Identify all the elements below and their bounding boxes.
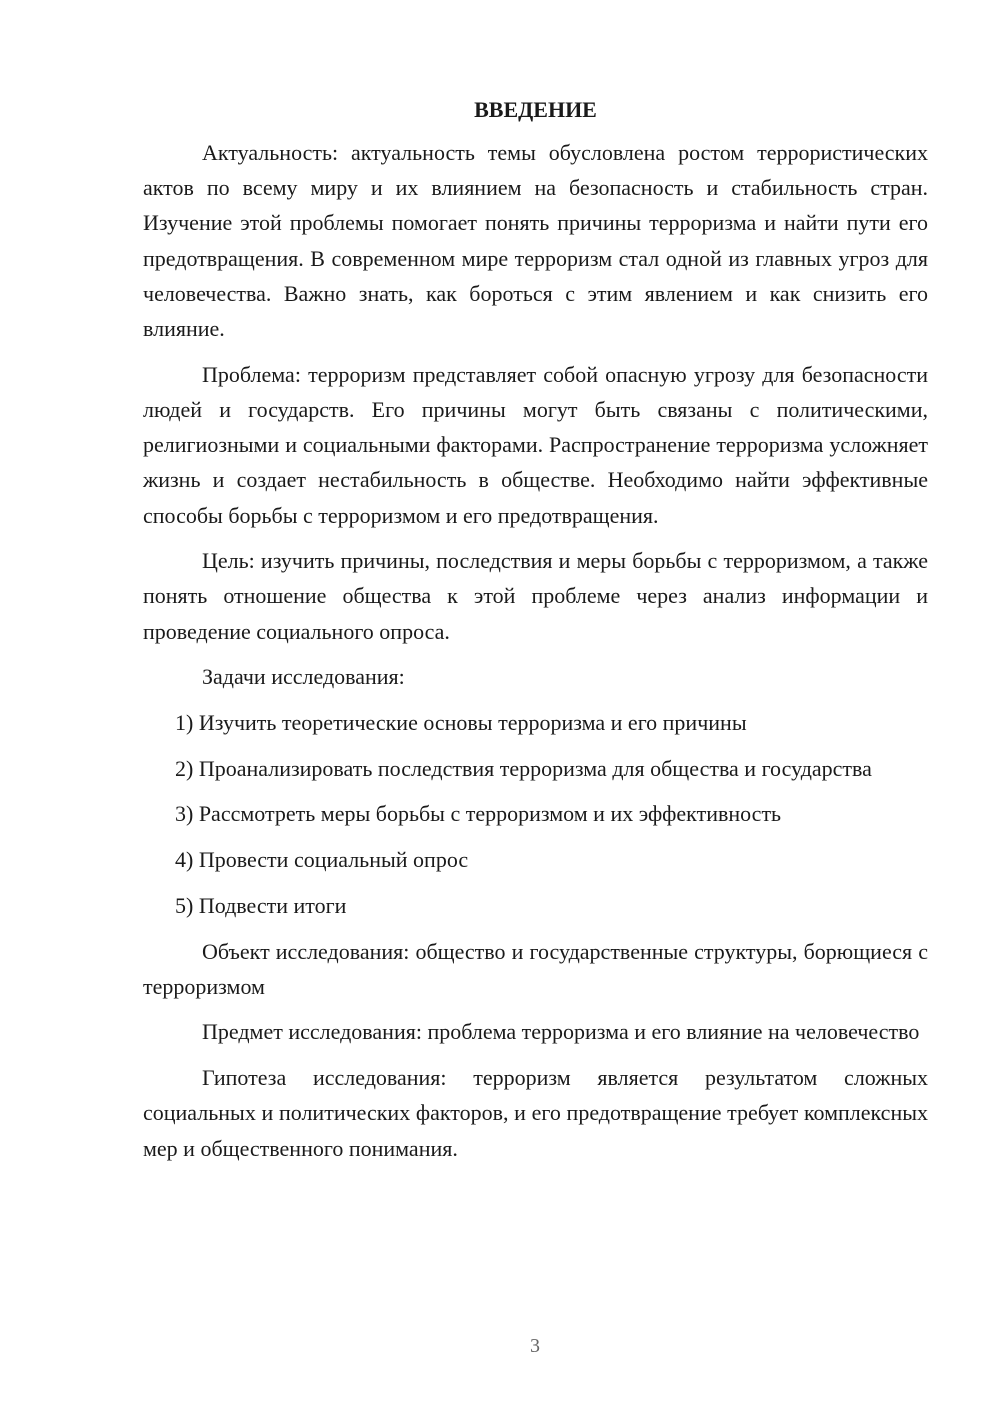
- task-item: 1) Изучить теоретические основы терроризма и его причины: [175, 710, 747, 736]
- hypothesis-paragraph: Гипотеза исследования: терроризм является результатом сложных социальных и политических факторов, и его предотвращение требует комплексных мер и общественного понимания.: [143, 1065, 928, 1161]
- task-item: 4) Провести социальный опрос: [175, 847, 469, 873]
- goal-paragraph: Цель: изучить причины, последствия и меры борьбы с терроризмом, а также понять отношение общества к этой проблеме через анализ информации и проведение социального опроса.: [143, 548, 928, 644]
- tasks-heading: Задачи исследования:: [202, 664, 405, 690]
- task-item: 2) Проанализировать последствия терроризма для общества и государства: [175, 755, 872, 781]
- page-number: 3: [530, 1335, 540, 1357]
- document-page: [143, 92, 928, 1176]
- task-item: 3) Рассмотреть меры борьбы с терроризмом и их эффективность: [175, 801, 782, 827]
- task-item: 5) Подвести итоги: [175, 892, 347, 918]
- problem-paragraph: Проблема: терроризм представляет собой опасную угрозу для безопасности людей и государств. Его причины могут быть связаны с политическими, религиозными и социальными факторами. Распространение терроризма усложняет жизнь и создает нестабильность в обществе. Необходимо найти эффективные способы борьбы с терроризмом и его предотвращения.: [143, 361, 928, 528]
- subject-paragraph: Предмет исследования: проблема терроризма и его влияние на человечество: [202, 1019, 920, 1045]
- relevance-paragraph: Актуальность: актуальность темы обусловлена ростом террористических актов по всему миру и их влиянием на безопасность и стабильность стран. Изучение этой проблемы помогает понять причины терроризма и найти пути его предотвращения. В современном мире терроризм стал одной из главных угроз для человечества. Важно знать, как бороться с этим явлением и как снизить его влияние.: [143, 140, 928, 342]
- object-paragraph: Объект исследования: общество и государственные структуры, борющиеся с терроризмом: [143, 938, 928, 999]
- section-heading: ВВЕДЕНИЕ: [474, 97, 597, 122]
